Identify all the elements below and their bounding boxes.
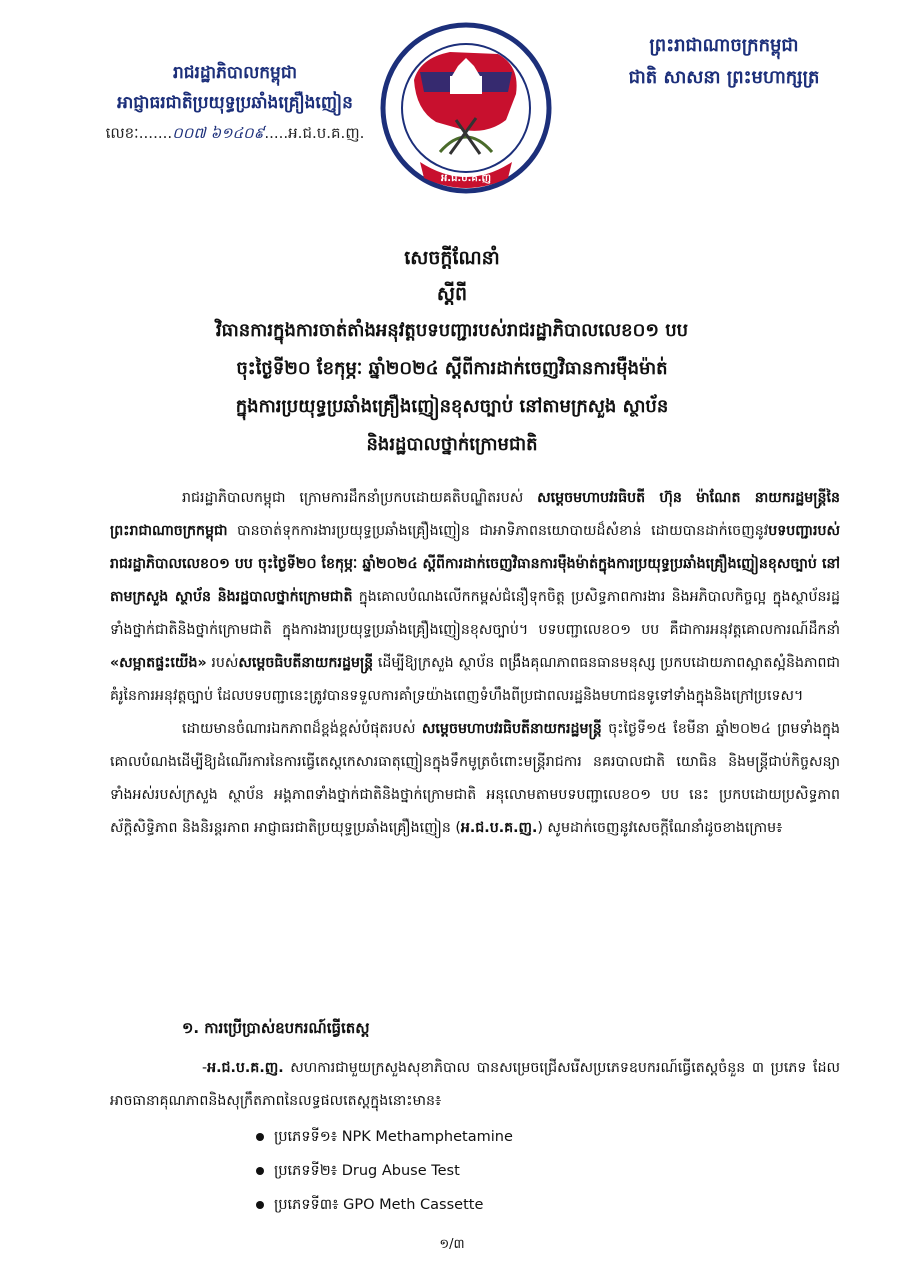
section-1-paragraph: -អ.ជ.ប.គ.ញ. សហការជាមួយក្រសួងសុខាភិបាល បានសម្រេចជ្រើសរើសប្រភេទឧបករណ៍ធ្វើតេស្តចំនួន ៣ ប្រភេទ ដែលអាចធានាគុណភាពនិងសុក្រឹតភាពនៃលទ្ធផលតេស្តក្នុងនោះមាន៖ (110, 1060, 840, 1109)
paragraph-2: ដោយមានចំណារឯកភាពដ៏ខ្ពង់ខ្ពស់បំផុតរបស់ សម្តេចមហាបវរធិបតីនាយករដ្ឋមន្ត្រី ចុះថ្ងៃទី១៥ ខែមីនា ឆ្នាំ២០២៤ ព្រមទាំងក្នុងគោលបំណងដើម្បីឱ្យដំណើរការនៃការធ្វើតេស្តកេសារធាតុញៀនក្នុងទឹកមូត្រចំពោះមន្ត្រីរាជការ នគរបាលជាតិ យោធិន និងមន្ត្រីជាប់កិច្ចសន្យាទាំងអស់របស់ក្រសួង ស្ថាប័ន អង្គភាពទាំងថ្នាក់ជាតិនិងថ្នាក់ក្រោមជាតិ អនុលោមតាមបទបញ្ជាលេខ០១ បប នេះ ប្រកបដោយប្រសិទ្ធភាព ស័ក្តិសិទ្ធិភាព និងនិរន្តរភាព អាជ្ញាធរជាតិប្រយុទ្ធប្រឆាំងគ្រឿងញៀន (អ.ជ.ប.គ.ញ.) សូមដាក់ចេញនូវសេចក្តីណែនាំដូចខាងក្រោម៖ (110, 721, 841, 836)
list-item: ប្រភេទទី១៖ NPK Methamphetamine (256, 1120, 513, 1154)
bullet-icon (256, 1167, 264, 1175)
national-motto: ជាតិ សាសនា ព្រះមហាក្សត្រ (628, 67, 820, 88)
authority-seal-logo (380, 22, 552, 194)
page-number: ១/៣ (439, 1237, 465, 1252)
list-item: ប្រភេទទី៣៖ GPO Meth Cassette (256, 1188, 513, 1222)
section-1-heading: ១. ការប្រើប្រាស់ឧបករណ៍ធ្វើតេស្ត (182, 1019, 370, 1037)
test-device-list (256, 1120, 513, 1222)
logo-bottom-label: អ.ជ.ប.គ.ញ (440, 173, 492, 184)
government-name: រាជរដ្ឋាភិបាលកម្ពុជា (172, 63, 298, 83)
title-line-5: ក្នុងការប្រយុទ្ធប្រឆាំងគ្រឿងញៀនខុសច្បាប់ នៅតាមក្រសួង ស្ថាប័ន (235, 396, 669, 417)
kingdom-motto-block (594, 30, 854, 94)
document-body (110, 482, 840, 845)
authority-name: អាជ្ញាធរជាតិប្រយុទ្ធប្រឆាំងគ្រឿងញៀន (117, 93, 353, 113)
title-line-3: វិធានការក្នុងការចាត់តាំងអនុវត្តបទបញ្ជារបស់រាជរដ្ឋាភិបាលលេខ០១ បប (215, 320, 689, 341)
bullet-icon (256, 1133, 264, 1141)
handwritten-number: ០០៧ ៦១៤០៩ (172, 124, 265, 142)
kingdom-name: ព្រះរាជាណាចក្រកម្ពុជា (649, 35, 799, 56)
title-line-6: និងរដ្ឋបាលថ្នាក់ក្រោមជាតិ (366, 434, 538, 455)
bullet-icon (256, 1201, 264, 1209)
paragraph-1: រាជរដ្ឋាភិបាលកម្ពុជា ក្រោមការដឹកនាំប្រកបដោយគតិបណ្ឌិតរបស់ សម្តេចមហាបវរធិបតី ហ៊ុន ម៉ាណែត នាយករដ្ឋមន្ត្រីនៃព្រះរាជាណាចក្រកម្ពុជា បានចាត់ទុកការងារប្រយុទ្ធប្រឆាំងគ្រឿងញៀន ជាអាទិភាពនយោបាយដ៏សំខាន់ ដោយបានដាក់ចេញនូវបទបញ្ជារបស់រាជរដ្ឋាភិបាលលេខ០១ បប ចុះថ្ងៃទី២០ ខែកុម្ភៈ ឆ្នាំ២០២៤ ស្តីពីការដាក់ចេញវិធានការម៉ឺងម៉ាត់ក្នុងការប្រយុទ្ធប្រឆាំងគ្រឿងញៀនខុសច្បាប់ នៅតាមក្រសួង ស្ថាប័ន និងរដ្ឋបាលថ្នាក់ក្រោមជាតិ ក្នុងគោលបំណងលើកកម្ពស់ជំនឿទុកចិត្ត ប្រសិទ្ធភាពការងារ និងអភិបាលកិច្ចល្អ ក្នុងស្ថាប័នរដ្ឋទាំងថ្នាក់ជាតិនិងថ្នាក់ក្រោមជាតិ ក្នុងការងារប្រយុទ្ធប្រឆាំងគ្រឿងញៀនខុសច្បាប់។ បទបញ្ជាលេខ០១ បប គឺជាការអនុវត្តគោលការណ៍ដឹកនាំ «សម្អាតផ្ទះយើង» របស់សម្តេចធិបតីនាយករដ្ឋមន្ត្រី ដើម្បីឱ្យក្រសួង ស្ថាប័ន ពង្រឹងគុណភាពធនធានមនុស្ស ប្រកបដោយភាពស្អាតស្អំនិងភាពជាគំរូនៃការអនុវត្តច្បាប់ ដែលបទបញ្ជានេះត្រូវបានទទួលការគាំទ្រយ៉ាងពេញទំហឹងពីប្រជាពលរដ្ឋនិងមហាជនទូទៅទាំងក្នុងនិងក្រៅប្រទេស។ (110, 490, 841, 704)
title-line-1: សេចក្តីណែនាំ (404, 247, 500, 269)
title-line-4: ចុះថ្ងៃទី២០ ខែកុម្ភៈ ឆ្នាំ២០២៤ ស្តីពីការដាក់ចេញវិធានការម៉ឺងម៉ាត់ (236, 358, 668, 379)
document-title (60, 240, 844, 464)
issuer-block (70, 58, 400, 148)
title-line-2: ស្តីពី (436, 283, 468, 305)
list-item: ប្រភេទទី២៖ Drug Abuse Test (256, 1154, 513, 1188)
reference-number: លេខៈ.......០០៧ ៦១៤០៩.....អ.ជ.ប.គ.ញ. (105, 124, 365, 142)
